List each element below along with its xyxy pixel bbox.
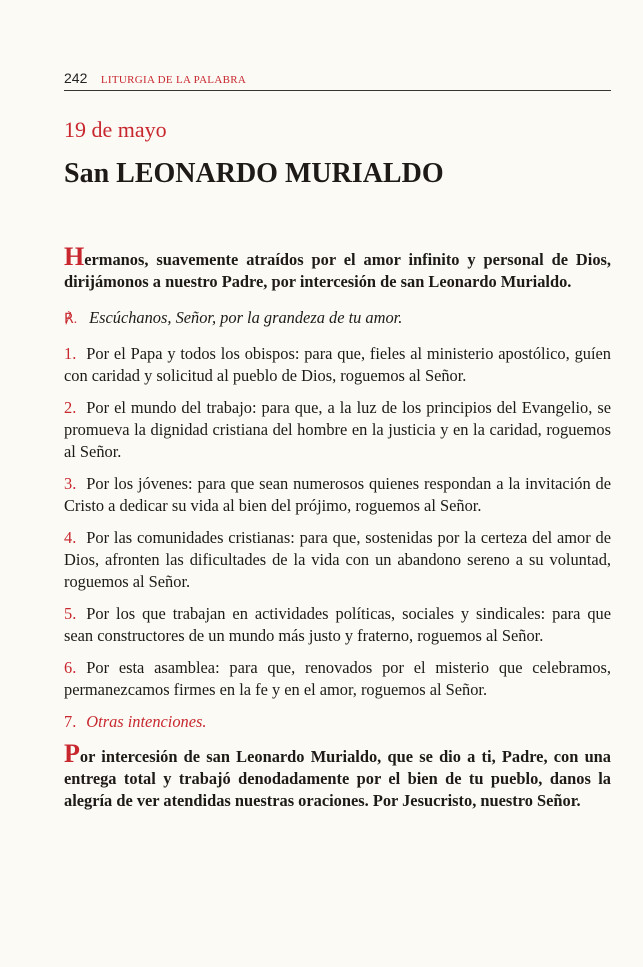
intro-initial: H [64,242,85,271]
petition-number: 1. [64,344,77,363]
page-number: 242 [64,70,88,86]
petition-text: Por los que trabajan en actividades políticas, sociales y sindicales: para que sean constructores de un mundo más justo y fraterno, roguemos al Señor. [64,604,611,645]
intro-invitation [64,242,611,293]
petition-text: Por las comunidades cristianas: para que, sostenidas por la certeza del amor de Dios, afronten las dificultades de la vida con un abandono sereno a su voluntad, roguemos al Señor. [64,528,611,591]
section-title: LITURGIA DE LA PALABRA [100,74,247,86]
petition-6 [64,657,611,701]
petition-1 [64,343,611,387]
petition-text: Por los jóvenes: para que sean numerosos quienes respondan a la invitación de Cristo a dedicar su vida al bien del prójimo, roguemos al Señor. [64,474,611,515]
petition-text: Por el mundo del trabajo: para que, a la luz de los principios del Evangelio, se promueva la dignidad cristiana del hombre en la justicia y en la caridad, roguemos al Señor. [64,398,611,461]
feast-date: 19 de mayo [64,117,167,142]
petition-number: 5. [64,604,77,623]
response-line [64,307,611,331]
petition-number: 3. [64,474,77,493]
petition-text: Por esta asamblea: para que, renovados por el misterio que celebramos, permanezcamos firmes en la fe y en el amor, roguemos al Señor. [64,658,611,699]
petition-number: 6. [64,658,77,677]
intro-text: ermanos, suavemente atraídos por el amor infinito y personal de Dios, dirijámonos a nuestro Padre, por intercesión de san Leonardo Murialdo. [64,250,611,291]
petition-text: Por el Papa y todos los obispos: para que, fieles al ministerio apostólico, guíen con caridad y solicitud al pueblo de Dios, roguemos al Señor. [64,344,611,385]
running-head [64,68,611,91]
saint-title: San LEONARDO MURIALDO [64,158,444,189]
petition-number: 7. [64,712,77,731]
petition-4 [64,527,611,593]
prayer-body [64,242,611,826]
closing-initial: P [64,739,80,768]
petition-7 [64,711,611,733]
response-text: Escúchanos, Señor, por la grandeza de tu amor. [89,308,403,327]
petition-number: 4. [64,528,77,547]
petition-3 [64,473,611,517]
response-symbol: ℟. [64,312,78,327]
closing-prayer [64,739,611,812]
petition-text: Otras intenciones. [86,712,207,731]
petition-number: 2. [64,398,77,417]
petition-2 [64,397,611,463]
closing-text: or intercesión de san Leonardo Murialdo, que se dio a ti, Padre, con una entrega total y trabajó denodadamente por el bien de tu pueblo, danos la alegría de ver atendidas nuestras oraciones. Por Jesucristo, nuestro Señor. [64,747,611,810]
petition-5 [64,603,611,647]
